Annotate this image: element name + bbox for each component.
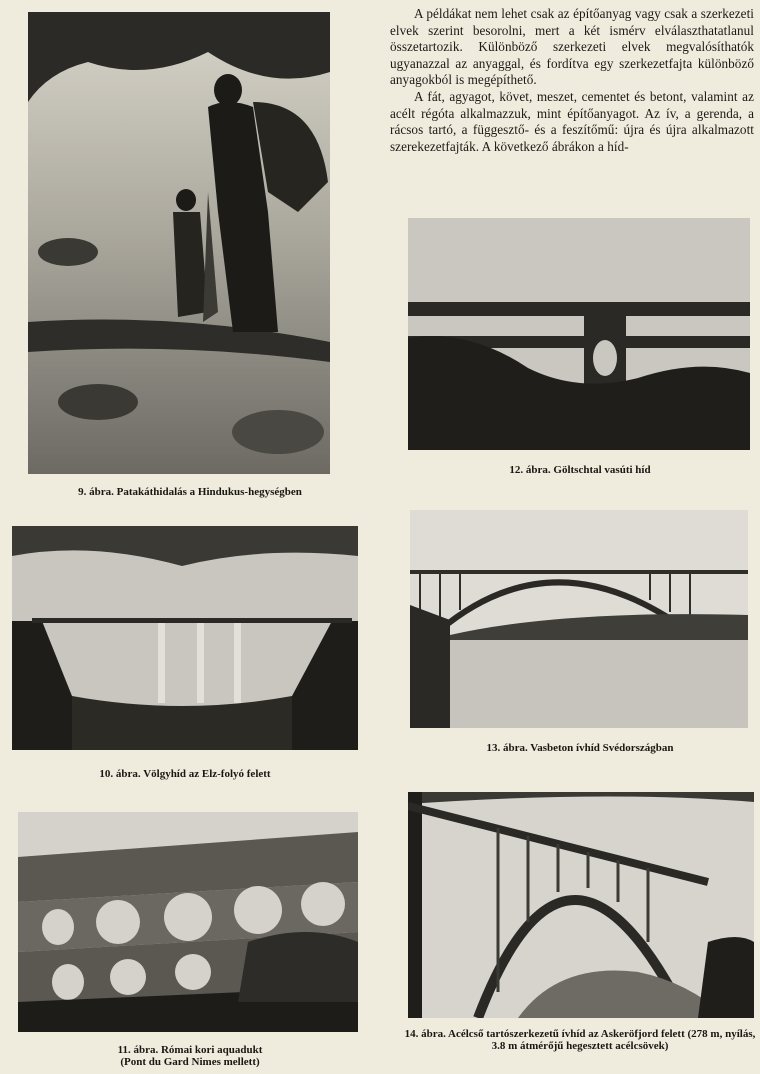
figure-11-caption-line2: (Pont du Gard Nimes mellett) [120, 1056, 260, 1068]
figure-11-caption [0, 1044, 380, 1068]
figure-13-caption: 13. ábra. Vasbeton ívhíd Svédországban [486, 742, 674, 754]
paragraph-2: A fát, agyagot, követ, meszet, cementet és betont, valamint az acélt régóta alkalmazzuk, mint építőanyagot. Az ív, a gerenda, a rácsos tartó, a függesztő- és a feszítőmű: újra és újra alkalmazott szerekezetfajták. A következő ábrákon a híd- [390, 88, 754, 154]
figure-13-photo [410, 510, 748, 728]
paragraph-1: A példákat nem lehet csak az építőanyag vagy csak a szerkezeti elvek szerint besorolni, mert a két ismérv elválaszthatatlanul összetartozik. Különböző szerkezeti elvek megvalósíthatók ugyanazzal az anyaggal, és fordítva egy szerkezetfajta különböző anyagokból is megépíthető. [390, 6, 754, 88]
figure-10-caption: 10. ábra. Völgyhíd az Elz-folyó felett [99, 768, 271, 780]
figure-9-photo [28, 12, 330, 474]
figure-12-photo [408, 218, 750, 450]
figure-11-caption-line1: 11. ábra. Római kori aquadukt [117, 1044, 263, 1056]
body-text [390, 6, 754, 155]
figure-14-caption: 14. ábra. Acélcső tartószerkezetű ívhíd az Askeröfjord felett (278 m, nyílás, 3.8 m átmérőjű hegesztett acélcsövek) [404, 1028, 756, 1052]
figure-9-caption: 9. ábra. Patakáthidalás a Hindukus-hegységben [78, 486, 302, 498]
figure-10-photo [12, 526, 358, 750]
figure-12-caption: 12. ábra. Göltschtal vasúti híd [509, 464, 651, 476]
figure-14-photo [408, 792, 754, 1018]
figure-11-photo [18, 812, 358, 1032]
